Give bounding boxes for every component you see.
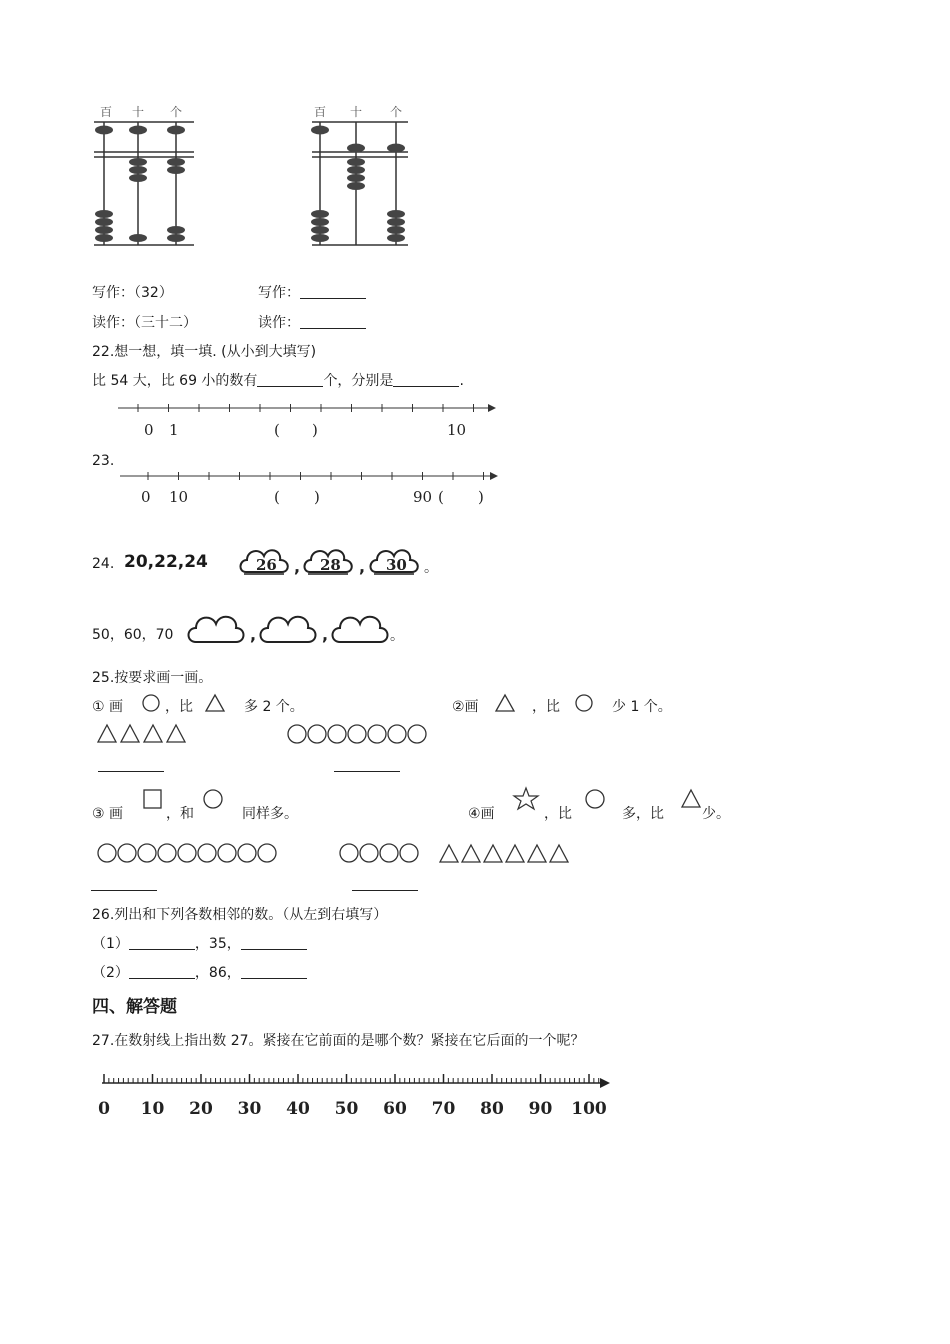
answer-blank[interactable] <box>393 372 459 387</box>
q24-end-mark: 。 <box>424 560 438 576</box>
q24-clouds-row <box>238 542 443 582</box>
q22-text-c: . <box>459 373 464 389</box>
q25-p3-circles <box>95 841 285 867</box>
circle-icon <box>118 844 136 862</box>
axis-label: 70 <box>431 1099 456 1119</box>
triangle-icon <box>550 845 568 862</box>
circle-icon <box>178 844 196 862</box>
q25-p2-a: ②画 <box>452 699 479 715</box>
q24-sequence: 20,22,24 <box>124 552 208 572</box>
svg-text:,: , <box>294 557 301 576</box>
q25-p4-b: ，比 <box>544 806 572 822</box>
q23-number-line <box>118 466 508 511</box>
q24-empty-clouds-row <box>186 610 406 650</box>
q22-title: 22.想一想，填一填. (从小到大填写) <box>92 344 317 360</box>
abacus-label-tens: 十 <box>132 105 145 119</box>
circle-icon <box>380 844 398 862</box>
answer-blank[interactable] <box>352 890 418 891</box>
triangle-icon <box>167 725 185 742</box>
q24-clouds-drawing <box>238 542 443 582</box>
q26-number: 86 <box>208 965 227 981</box>
q23-label-open-paren: ( <box>274 488 280 506</box>
cloud-number: 30 <box>386 556 407 574</box>
q23-label-open-paren-2: ( <box>438 488 444 506</box>
triangle-icon <box>204 693 226 715</box>
q22-label-open-paren: ( <box>274 421 280 439</box>
q25-p2-c: 少 1 个。 <box>612 699 672 715</box>
abacus-left-drawing <box>90 100 200 255</box>
q27-number-ray-drawing <box>96 1068 616 1126</box>
axis-label: 30 <box>237 1099 262 1119</box>
q26-title: 26.列出和下列各数相邻的数。（从左到右填写） <box>92 907 388 923</box>
q25-p4-circles <box>337 841 423 867</box>
q25-p4-triangles <box>438 842 580 866</box>
answer-blank[interactable] <box>129 964 195 979</box>
triangle-icon <box>440 845 458 862</box>
q26-row-label: （1） <box>92 936 129 952</box>
q24-empty-clouds-drawing <box>186 610 406 650</box>
abacus-right-read-label: 读作： <box>258 315 300 331</box>
section-heading: 四、解答题 <box>92 997 177 1017</box>
abacus-right-write-label: 写作： <box>258 285 300 301</box>
abacus-left-read: 读作：（三十二） <box>92 315 197 331</box>
axis-label: 80 <box>480 1099 504 1119</box>
abacus-right-drawing <box>308 100 418 255</box>
q26-comma: ， <box>194 936 209 952</box>
q25-p4-c: 多，比 <box>622 806 664 822</box>
cloud-number: 28 <box>320 556 341 574</box>
q22-text-b: 个，分别是 <box>323 373 394 389</box>
circle-icon <box>348 725 366 743</box>
answer-blank[interactable] <box>129 935 195 950</box>
axis-label: 100 <box>571 1099 607 1119</box>
circle-icon <box>400 844 418 862</box>
answer-blank[interactable] <box>241 964 307 979</box>
abacus-label-hundreds: 百 <box>314 105 327 119</box>
abacus-right <box>308 100 418 255</box>
circle-icon <box>408 725 426 743</box>
q23-label-90: 90 <box>413 488 433 506</box>
circle-icon <box>368 725 386 743</box>
q26-number: 35 <box>208 936 227 952</box>
q22-number-line <box>116 398 501 443</box>
q25-p1-triangles <box>96 722 192 746</box>
q26-comma: ， <box>194 965 209 981</box>
circle-icon <box>360 844 378 862</box>
circle-icon <box>288 725 306 743</box>
circle-icon <box>574 693 596 715</box>
cloud-icon[interactable] <box>189 617 244 642</box>
q27-number-ray <box>96 1068 616 1126</box>
q24-sequence-2: 50，60，70 <box>92 627 174 643</box>
q25-title: 25.按要求画一画。 <box>92 670 213 686</box>
triangle-icon <box>680 788 702 810</box>
triangle-icon <box>506 845 524 862</box>
q22-text <box>92 372 464 390</box>
q24-title: 24. <box>92 556 115 572</box>
q25-p2-circles <box>285 722 435 748</box>
q23-label-0: 0 <box>141 488 151 506</box>
circle-icon <box>98 844 116 862</box>
q22-label-1: 1 <box>169 421 179 439</box>
triangle-icon <box>144 725 162 742</box>
q22-label-close-paren: ) <box>312 421 318 439</box>
q23-label-10: 10 <box>169 488 189 506</box>
cloud-icon <box>370 550 417 574</box>
answer-blank[interactable] <box>241 935 307 950</box>
svg-text:,: , <box>250 625 257 644</box>
q23-label-close-paren-2: ) <box>478 488 484 506</box>
cloud-icon[interactable] <box>333 617 388 642</box>
abacus-left <box>90 100 200 255</box>
circle-icon <box>202 788 226 812</box>
triangle-icon <box>494 693 516 715</box>
cloud-icon <box>304 550 351 574</box>
axis-label: 90 <box>528 1099 553 1119</box>
circle-icon <box>138 844 156 862</box>
circle-icon <box>388 725 406 743</box>
q22-label-0: 0 <box>144 421 154 439</box>
q23-label-close-paren: ) <box>314 488 320 506</box>
circle-icon <box>218 844 236 862</box>
q25-p3-b: ，和 <box>166 806 194 822</box>
abacus-right-write <box>258 284 366 302</box>
circle-icon <box>328 725 346 743</box>
answer-blank[interactable] <box>300 314 366 329</box>
q25-p4-d: 少。 <box>702 806 730 822</box>
axis-label: 60 <box>383 1099 407 1119</box>
abacus-label-tens: 十 <box>350 105 363 119</box>
answer-blank[interactable] <box>98 771 164 772</box>
abacus-label-ones: 个 <box>390 105 403 119</box>
axis-label: 10 <box>140 1099 165 1119</box>
answer-blank[interactable] <box>334 771 400 772</box>
triangle-icon <box>528 845 546 862</box>
circle-icon <box>340 844 358 862</box>
q25-p1-a: ① 画 <box>92 699 124 715</box>
cloud-icon <box>240 550 287 574</box>
circle-icon <box>198 844 216 862</box>
svg-text:,: , <box>359 557 366 576</box>
q22-text-a: 比 54 大，比 69 小的数有 <box>92 373 258 389</box>
q26-comma: ， <box>226 965 241 981</box>
answer-blank[interactable] <box>91 890 157 891</box>
q25-p2-b: ，比 <box>532 699 560 715</box>
axis-label: 20 <box>189 1099 213 1119</box>
q26-row-1 <box>92 935 307 953</box>
q25-p3-c: 同样多。 <box>242 806 298 822</box>
circle-icon <box>158 844 176 862</box>
q25-p3-a: ③ 画 <box>92 806 124 822</box>
q25-p4-a: ④画 <box>468 806 495 822</box>
q22-number-line-drawing <box>116 398 501 443</box>
cloud-number: 26 <box>256 556 277 574</box>
circle-icon <box>141 693 163 715</box>
q23-number-line-drawing <box>118 466 508 511</box>
cloud-icon[interactable] <box>261 617 316 642</box>
axis-label: 40 <box>286 1099 310 1119</box>
q26-comma: ， <box>226 936 241 952</box>
q23-title: 23. <box>92 453 115 469</box>
circle-icon <box>308 725 326 743</box>
circle-icon <box>238 844 256 862</box>
axis-label: 50 <box>334 1099 359 1119</box>
q26-row-2 <box>92 964 307 982</box>
q25-p1-b: ，比 <box>165 699 193 715</box>
triangle-icon <box>121 725 139 742</box>
triangle-icon <box>484 845 502 862</box>
answer-blank[interactable] <box>257 372 323 387</box>
svg-text:,: , <box>322 625 329 644</box>
circle-icon <box>258 844 276 862</box>
circle-icon <box>584 788 608 812</box>
square-icon <box>142 788 164 812</box>
q27-title: 27.在数射线上指出数 27。紧接在它前面的是哪个数？紧接在它后面的一个呢？ <box>92 1033 585 1049</box>
triangle-icon <box>462 845 480 862</box>
abacus-left-write: 写作：（32） <box>92 285 173 301</box>
triangle-icon <box>98 725 116 742</box>
q24-end-mark-2: 。 <box>390 628 404 644</box>
axis-label: 0 <box>98 1099 110 1119</box>
abacus-right-read <box>258 314 366 332</box>
abacus-label-hundreds: 百 <box>100 105 113 119</box>
q26-row-label: （2） <box>92 965 129 981</box>
q22-label-10: 10 <box>447 421 467 439</box>
answer-blank[interactable] <box>300 284 366 299</box>
q25-p1-c: 多 2 个。 <box>244 699 304 715</box>
star-icon <box>512 786 542 812</box>
abacus-label-ones: 个 <box>170 105 183 119</box>
